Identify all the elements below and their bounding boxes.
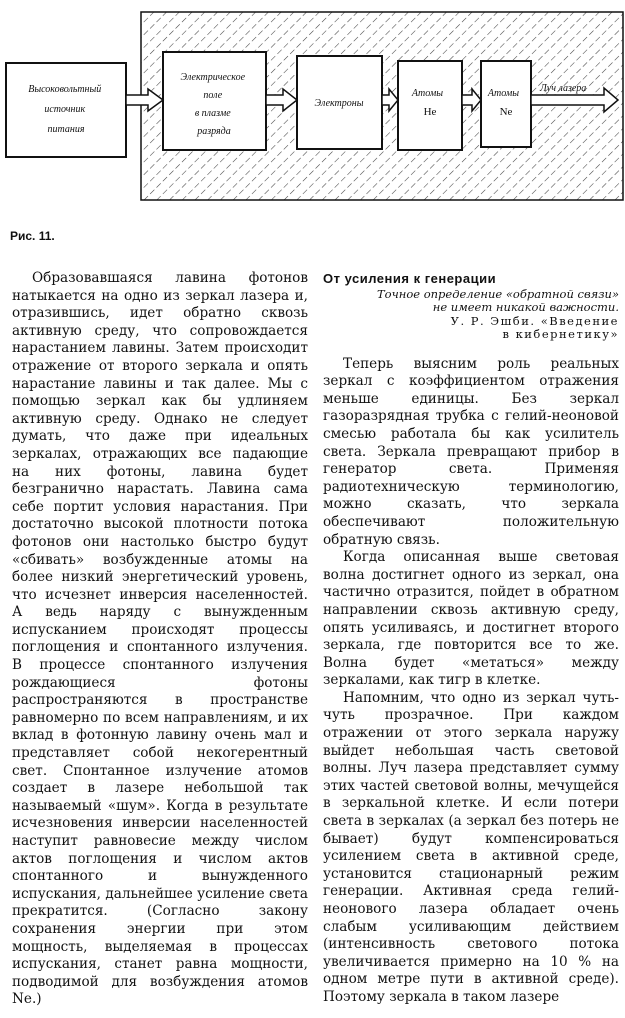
left-column xyxy=(12,270,308,1009)
right-paragraph: Теперь выясним роль реальных зеркал с коэффициентом отражения меньше единицы. Без зеркал газоразрядная трубка с гелий-неоновой смесью работала бы как усилитель света. Зеркала превращают прибор в генератор света. Применяя радиотехническую терминологию, можно сказать, что зеркала обеспечивают положительную обратную связь. xyxy=(323,355,619,548)
epigraph-quote-line: не имеет никакой важности. xyxy=(432,300,619,315)
right-paragraph: Напомним, что одно из зеркал чуть-чуть прозрачное. При каждом отражении от этого зеркала наружу выйдет небольшая часть световой волны. Луч лазера представляет сумму этих частей световой волны, мечущейся в зеркальной клетке. И если потери света в зеркалах (а зеркал без потерь не бывает) будут компенсироваться усилением света в активной среде, установится стационарный режим генерации. Активная среда гелий-неонового лазера обладает очень слабым усиливающим действием (интенсивность светового потока увеличивается примерно на 10 % на одном метре пути в активной среде). Поэтому зеркала в таком лазере xyxy=(323,689,619,1005)
right-column xyxy=(323,270,619,1007)
atoms-he-label: Атомы He xyxy=(411,88,444,118)
epigraph-source-line: У. Р. Эшби. «Введение xyxy=(450,313,619,328)
electrons-label: Электроны xyxy=(314,98,364,109)
epigraph-source-line: в кибернетику» xyxy=(502,327,619,342)
right-paragraph: Когда описанная выше световая волна достигнет одного из зеркал, она частично отразится, пойдет в обратном направлении сквозь активную среду, опять усиливаясь, и достигнет второго зеркала, где повторится все то же. Волна будет «метаться» между зеркалами, как тигр в клетке. xyxy=(323,549,619,689)
electric-field-label: Электрическое поле в плазме разряда xyxy=(180,72,246,137)
laser-beam-label: Луч лазера xyxy=(540,83,587,94)
epigraph-quote-line: Точное определение «обратной связи» xyxy=(377,286,619,301)
laser-block-diagram xyxy=(0,0,625,215)
power-source-label: Высоковольтный источник питания xyxy=(28,84,102,135)
atoms-ne-label: Атомы Ne xyxy=(487,88,520,118)
section-title: От усиления к генерации xyxy=(323,271,497,286)
epigraph xyxy=(323,288,619,342)
left-paragraph: Образовавшаяся лавина фотонов натыкается на одно из зеркал лазера и, отразившись, идет обратно сквозь активную среду, что сопровождается нарастанием лавины. Затем происходит отражение от второго зеркала и опять нарастание лавины и так далее. Мы с помощью зеркал как бы удлиняем активную среду. Однако не следует думать, что даже при идеальных зеркалах, отражающих все падающие на них фотоны, лавина будет безгранично нарастать. Лавина сама себе портит условия нарастания. При достаточно высокой плотности потока фотонов они настолько быстро будут «сбивать» возбужденные атомы на более низкий энергетический уровень, что исчезнет инверсия населенностей. А ведь наряду с вынужденным испусканием происходят процессы поглощения и спонтанного излучения. В процессе спонтанного излучения рождающиеся фотоны распространяются в пространстве равномерно по всем направлениям, и их вклад в фотонную лавину очень мал и представляет собой некогерентный свет. Спонтанное излучение атомов создает в лазере небольшой так называемый «шум». Когда в результате исчезновения инверсии населенностей наступит равновесие между числом актов поглощения и числом актов спонтанного и вынужденного испускания, дальнейшее усиление света прекратится. (Согласно закону сохранения энергии при этом мощность, выделяемая в процессах испускания, станет равна мощности, подводимой для возбуждения атомов Ne.) xyxy=(12,270,308,1008)
atoms-ne-block xyxy=(481,61,531,147)
figure-caption: Рис. 11. xyxy=(10,229,55,243)
